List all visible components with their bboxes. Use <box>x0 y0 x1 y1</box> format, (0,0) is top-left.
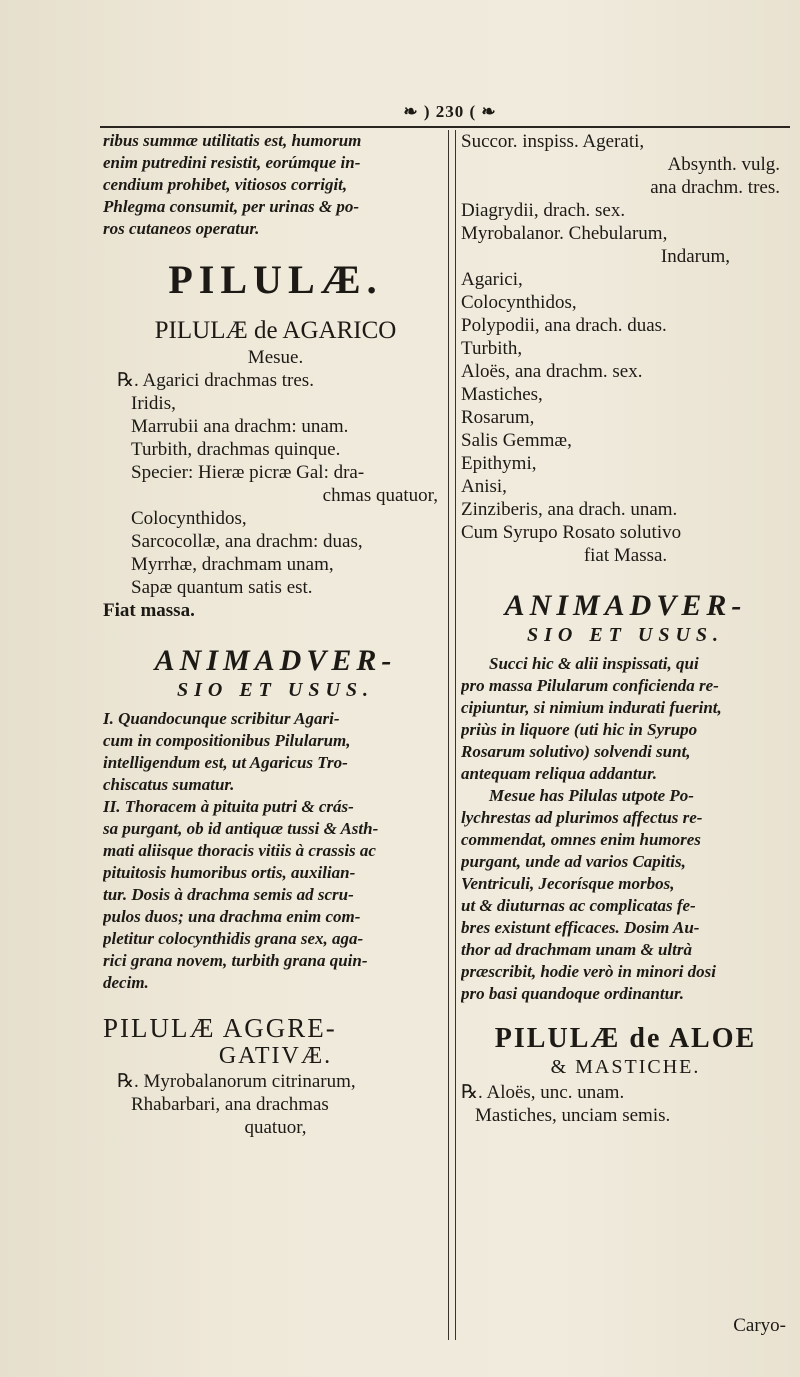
ingredient-line: Specier: Hieræ picræ Gal: dra- <box>131 462 365 483</box>
text-line: Ventriculi, Jecorísque morbos, <box>461 874 675 893</box>
animadversio-text <box>461 653 790 1005</box>
text-line: pituitosis humoribus ortis, auxilian- <box>103 863 356 882</box>
text-line: cendium prohibet, vitiosos corrigit, <box>103 175 348 194</box>
animadversio-subtitle: SIO ET USUS. <box>176 679 375 701</box>
ingredient-line: Mastiches, unciam semis. <box>475 1105 671 1126</box>
text-line: rici grana novem, turbith grana quin- <box>103 951 368 970</box>
text-line: priùs in liquore (uti hic in Syrupo <box>461 720 698 739</box>
text-line: tur. Dosis à drachma semis ad scru- <box>103 885 354 904</box>
ingredient-line: ℞. Myrobalanorum citrinarum, <box>117 1071 356 1092</box>
text-line: pulos duos; una drachma enim com- <box>103 907 361 926</box>
text-line: Mesue has Pilulas utpote Po- <box>489 786 694 805</box>
text-line: cipiuntur, si nimium indurati fuerint, <box>461 698 722 717</box>
animadversio-title: ANIMADVER- <box>154 644 397 677</box>
recipe-ingredients <box>461 1081 790 1127</box>
text-line: mati aliisque thoracis vitiis à crassis ac <box>103 841 376 860</box>
text-line: ros cutaneos operatur. <box>103 219 260 238</box>
ingredient-line: Colocynthidos, <box>461 292 577 313</box>
animadversio-subtitle: SIO ET USUS. <box>526 624 725 646</box>
ingredient-line: Aloës, ana drachm. sex. <box>461 361 643 382</box>
animadversio-title: ANIMADVER- <box>504 589 747 622</box>
animadversio-text <box>103 708 448 994</box>
ingredient-line: Marrubii ana drachm: unam. <box>131 416 349 437</box>
recipe-title: PILULÆ AGGRE- <box>103 1013 337 1043</box>
text-line: præscribit, hodie verò in minori dosi <box>461 962 717 981</box>
recipe-title: PILULÆ de AGARICO <box>154 317 397 344</box>
ingredient-line: Turbith, drachmas quinque. <box>131 439 341 460</box>
ingredient-line: Indarum, <box>660 246 730 267</box>
ingredient-line: ℞. Aloës, unc. unam. <box>461 1082 625 1103</box>
text-line: bres existunt efficaces. Dosim Au- <box>461 918 700 937</box>
ingredient-line: Myrrhæ, drachmam unam, <box>131 554 334 575</box>
ingredient-line: chmas quatuor, <box>322 485 438 506</box>
text-line: antequam reliqua addantur. <box>461 764 658 783</box>
text-line: Phlegma consumit, per urinas & po- <box>103 197 359 216</box>
column-divider <box>448 130 449 1340</box>
ingredient-line: Polypodii, ana drach. duas. <box>461 315 667 336</box>
ingredient-line: Myrobalanor. Chebularum, <box>461 223 668 244</box>
ingredient-line: Colocynthidos, <box>131 508 247 529</box>
left-column <box>103 130 448 1139</box>
text-line: Succi hic & alii inspissati, qui <box>489 654 699 673</box>
page-number: ❧ ) 230 ( ❧ <box>403 102 497 121</box>
recipe-author: Mesue. <box>247 347 304 368</box>
ingredient-line: Succor. inspiss. Agerati, <box>461 131 645 152</box>
ingredient-line: Anisi, <box>461 476 507 497</box>
catchword: Caryo- <box>733 1315 786 1336</box>
ingredient-line: Agarici, <box>461 269 523 290</box>
ingredient-line: fiat Massa. <box>583 545 668 566</box>
ingredient-line: quatuor, <box>244 1117 307 1138</box>
text-line: chiscatus sumatur. <box>103 775 235 794</box>
ingredient-line: Turbith, <box>461 338 523 359</box>
recipe-subtitle: & MASTICHE. <box>550 1056 701 1078</box>
recipe-title: PILULÆ de ALOE <box>494 1023 757 1054</box>
text-line: sa purgant, ob id antiquæ tussi & Asth- <box>103 819 379 838</box>
text-line: decim. <box>103 973 149 992</box>
ingredient-line: Absynth. vulg. <box>667 154 780 175</box>
ingredient-line: ℞. Agarici drachmas tres. <box>117 370 314 391</box>
text-line: intelligendum est, ut Agaricus Tro- <box>103 753 348 772</box>
text-line: ut & diuturnas ac complicatas fe- <box>461 896 696 915</box>
section-title: PILULÆ. <box>168 257 383 302</box>
ingredient-line: Mastiches, <box>461 384 543 405</box>
ingredient-line: Zinziberis, ana drach. unam. <box>461 499 678 520</box>
text-line: pro basi quandoque ordinantur. <box>461 984 684 1003</box>
ingredient-line: ana drachm. tres. <box>650 177 780 198</box>
text-line: thor ad drachmam unam & ultrà <box>461 940 692 959</box>
ingredient-line: Rhabarbari, ana drachmas <box>131 1094 329 1115</box>
ingredient-line: Salis Gemmæ, <box>461 430 572 451</box>
ingredient-line: Iridis, <box>131 393 176 414</box>
ingredient-line: Cum Syrupo Rosato solutivo <box>461 522 682 543</box>
text-line: commendat, omnes enim humores <box>461 830 701 849</box>
right-column <box>455 130 790 1340</box>
ingredient-line: Epithymi, <box>461 453 537 474</box>
text-line: purgant, unde ad varios Capitis, <box>461 852 686 871</box>
recipe-ingredients <box>103 1070 448 1139</box>
text-line: lychrestas ad plurimos affectus re- <box>461 808 703 827</box>
ingredient-line: Diagrydii, drach. sex. <box>461 200 626 221</box>
text-line: I. Quandocunque scribitur Agari- <box>103 709 340 728</box>
recipe-title-cont: GATIVÆ. <box>218 1043 333 1069</box>
ingredient-line: Sapæ quantum satis est. <box>131 577 313 598</box>
intro-text <box>103 130 448 240</box>
recipe-ingredients-cont <box>461 130 790 567</box>
ingredient-line: Fiat massa. <box>103 600 195 621</box>
text-line: Rosarum solutivo) solvendi sunt, <box>461 742 691 761</box>
recipe-ingredients <box>103 369 448 622</box>
text-line: pro massa Pilularum conficienda re- <box>461 676 719 695</box>
text-line: ribus summæ utilitatis est, humorum <box>103 131 362 150</box>
text-line: enim putredini resistit, eorúmque in- <box>103 153 361 172</box>
text-line: II. Thoracem à pituita putri & crás- <box>103 797 354 816</box>
ingredient-line: Sarcocollæ, ana drachm: duas, <box>131 531 363 552</box>
page-header <box>100 100 790 128</box>
text-line: pletitur colocynthidis grana sex, aga- <box>103 929 364 948</box>
ingredient-line: Rosarum, <box>461 407 535 428</box>
text-line: cum in compositionibus Pilularum, <box>103 731 351 750</box>
